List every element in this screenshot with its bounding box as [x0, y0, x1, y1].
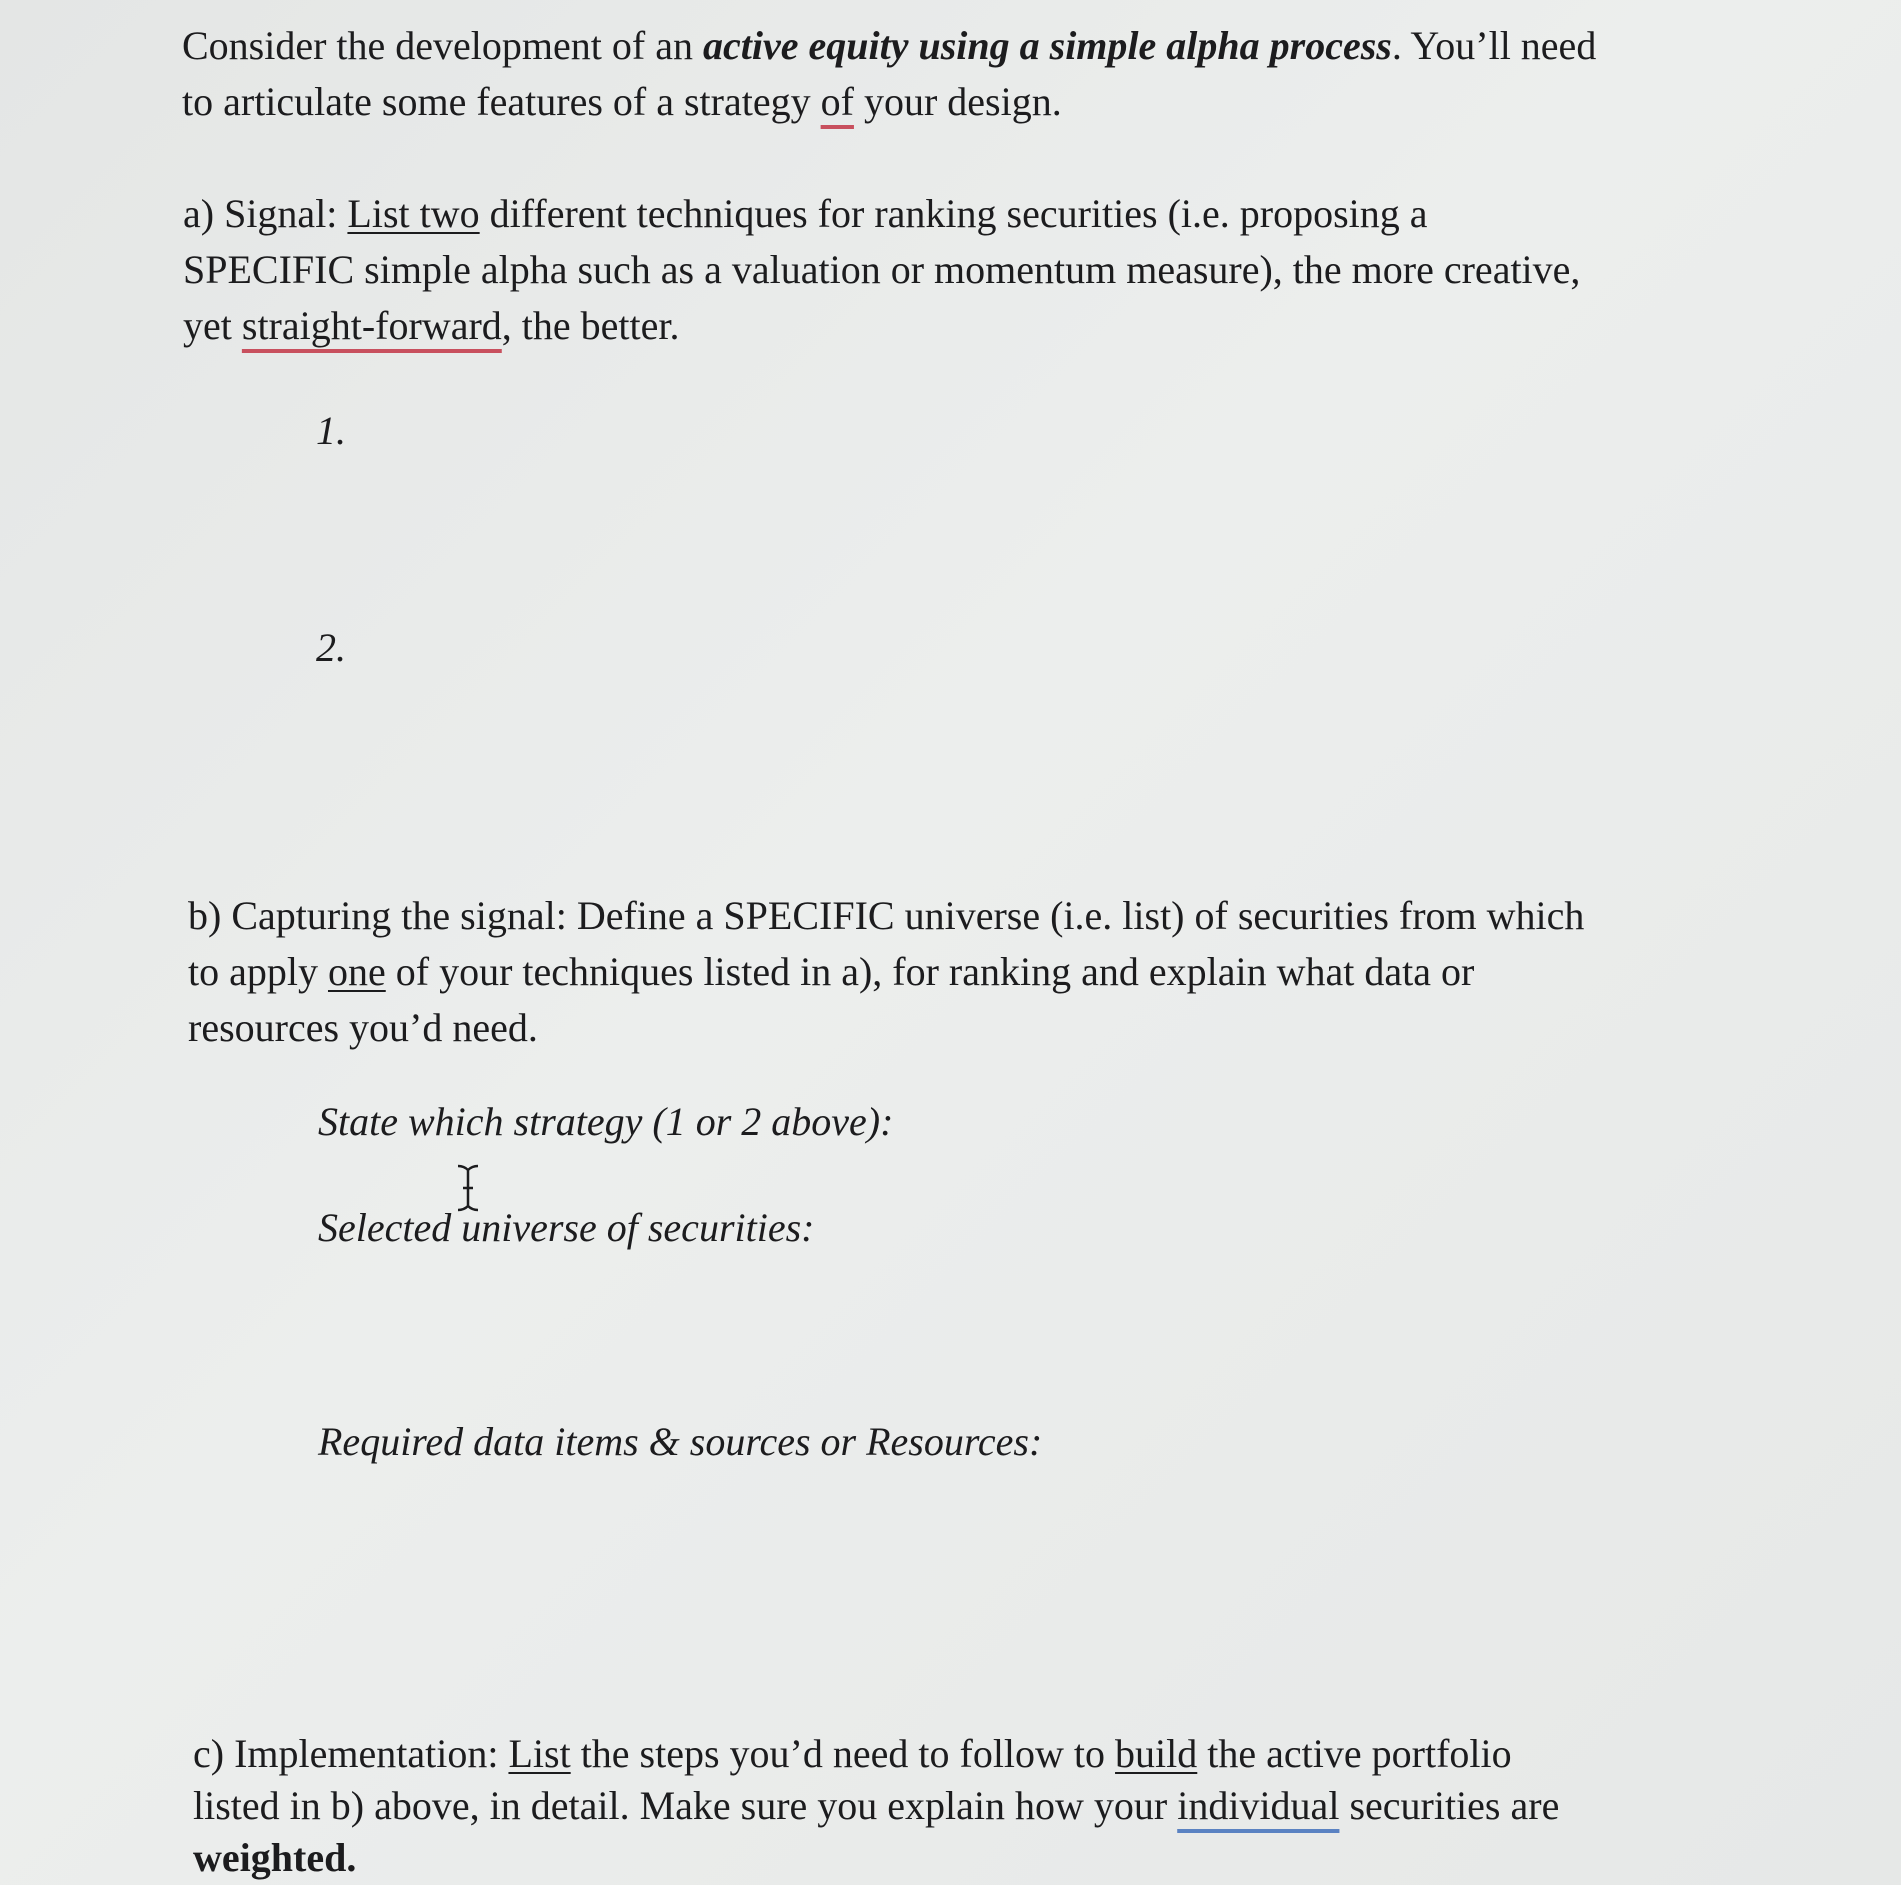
question-c [193, 1728, 1559, 1884]
prompt-strategy: State which strategy (1 or 2 above): [318, 1099, 894, 1144]
question-c-text: securities are [1339, 1783, 1560, 1828]
question-b-text: to apply [188, 949, 328, 994]
intro-text: to articulate some features of a strategy [182, 79, 821, 124]
prompt-universe: Selected universe of securities: [318, 1205, 815, 1250]
question-b-text: of your techniques listed in a), for ranking and explain what data or [385, 949, 1475, 994]
question-a-line-2: SPECIFIC simple alpha such as a valuation or momentum measure), the more creative, [183, 247, 1581, 292]
question-c-text: the steps you’d need to follow to [570, 1731, 1116, 1776]
question-b-line-2 [188, 944, 1584, 1000]
question-c-underlined: List [508, 1731, 571, 1776]
question-a-text: , the better. [501, 303, 680, 348]
grammar-flag-individual[interactable]: individual [1177, 1783, 1340, 1828]
intro-text: your design. [853, 79, 1062, 124]
question-a-underlined: List two [347, 191, 480, 236]
prompt-data-resources: Required data items & sources or Resources: [318, 1419, 1043, 1464]
intro-line-2 [182, 74, 1596, 130]
question-c-line-2 [193, 1780, 1559, 1832]
question-b-underlined: one [327, 949, 386, 994]
intro-paragraph [182, 18, 1596, 130]
intro-emphasis: active equity using a simple alpha process [702, 23, 1392, 68]
question-a-line-3 [183, 298, 1580, 354]
question-c-line-1 [193, 1728, 1559, 1780]
question-a-text: yet [183, 303, 242, 348]
answer-item-1-label: 1. [316, 408, 346, 453]
answer-item-2-label: 2. [316, 625, 346, 670]
question-b-line-1: b) Capturing the signal: Define a SPECIFIC universe (i.e. list) of securities from which [188, 893, 1585, 938]
question-c-text: listed in b) above, in detail. Make sure you explain how your [193, 1783, 1178, 1828]
question-c-text: the active portfolio [1197, 1731, 1512, 1776]
intro-line-1 [182, 18, 1596, 74]
spelling-flag-straight-forward[interactable]: straight-forward [241, 303, 502, 348]
intro-text: Consider the development of an [182, 23, 703, 68]
question-c-underlined: build [1115, 1731, 1198, 1776]
question-b [188, 888, 1584, 1056]
question-a-line-1 [183, 186, 1580, 242]
question-a [183, 186, 1580, 354]
intro-text: . You’ll need [1391, 23, 1597, 68]
question-c-text: c) Implementation: [193, 1731, 509, 1776]
question-a-text: different techniques for ranking securities (i.e. proposing a [479, 191, 1428, 236]
question-c-line-3: weighted. [193, 1835, 357, 1880]
question-b-line-3: resources you’d need. [188, 1005, 538, 1050]
question-a-text: a) Signal: [183, 191, 348, 236]
grammar-flag-of[interactable]: of [820, 79, 854, 124]
